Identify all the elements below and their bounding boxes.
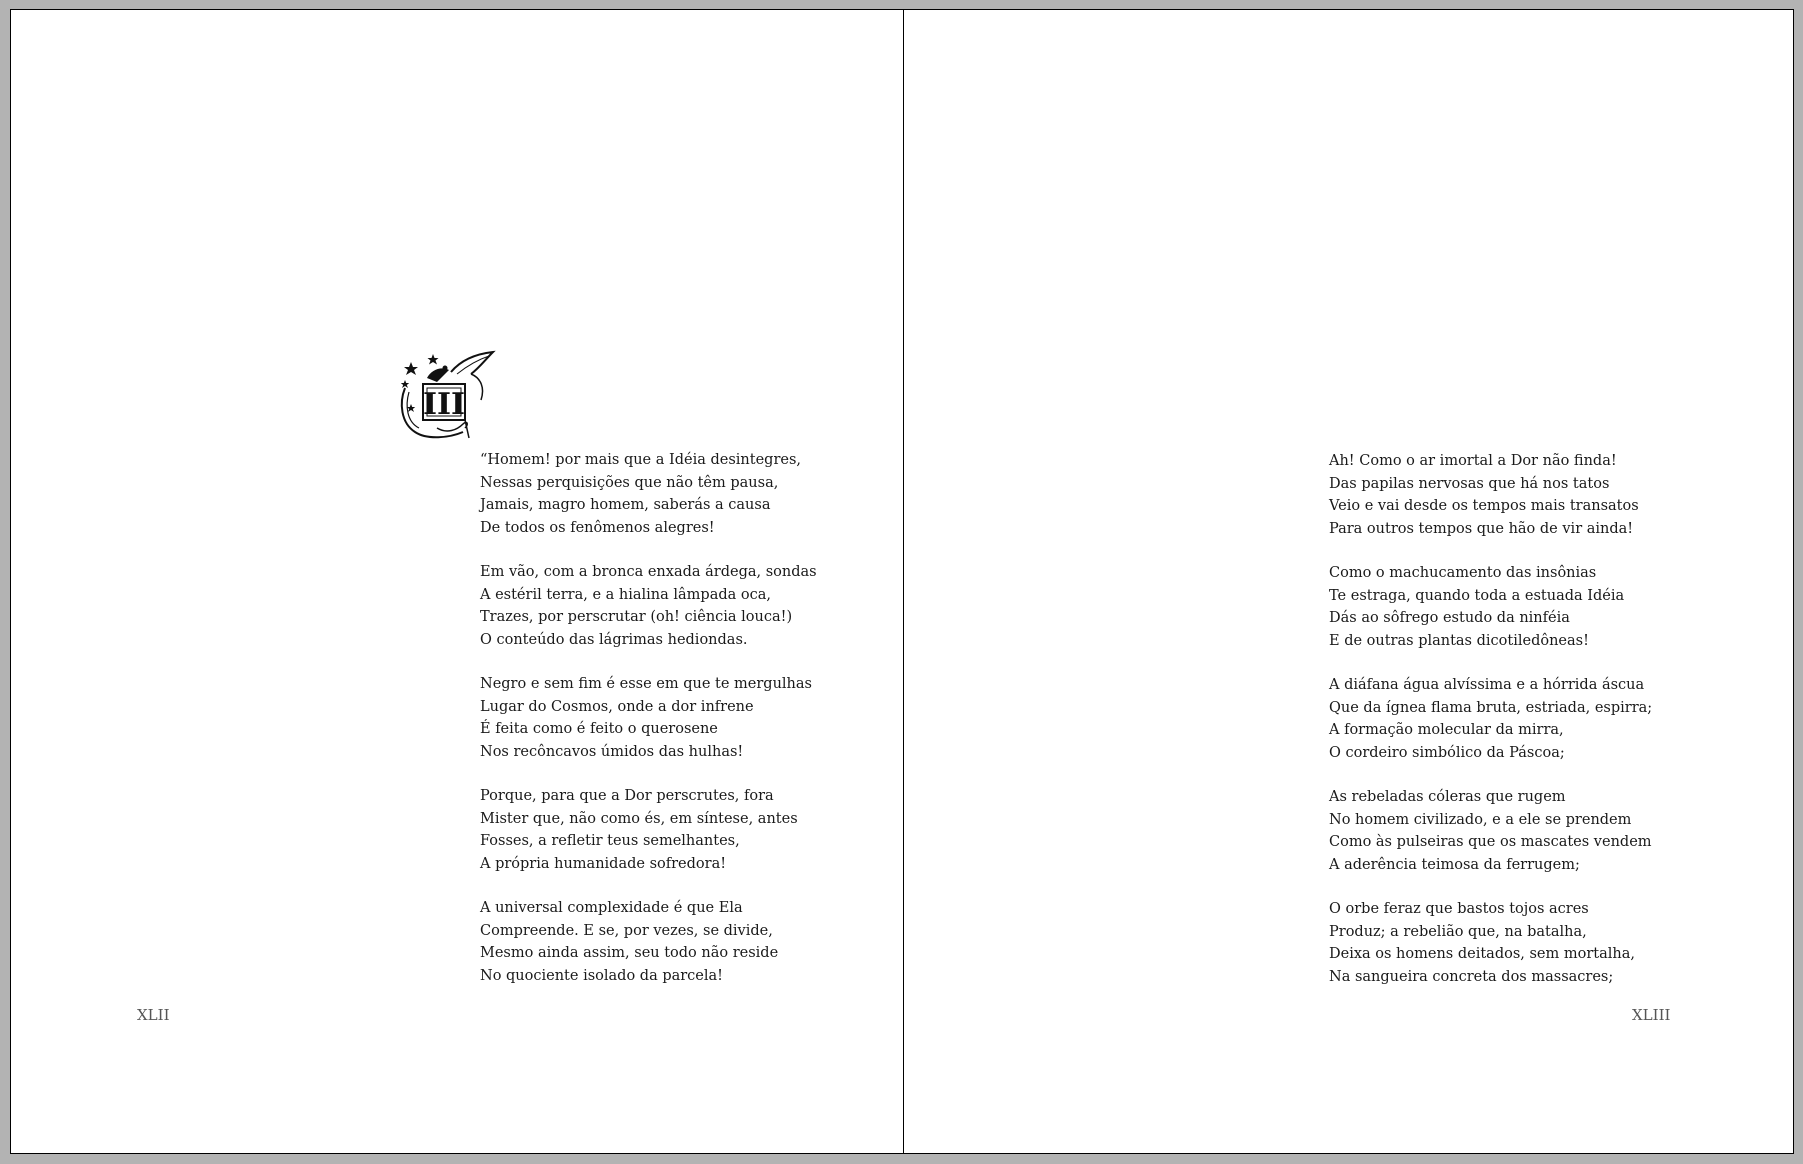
verse-line: A formação molecular da mirra, <box>1329 722 1564 738</box>
stanza <box>1329 898 1652 988</box>
ornamental-initial-iii <box>397 348 497 440</box>
stanza <box>1329 786 1652 876</box>
verse-line: E de outras plantas dicotiledôneas! <box>1329 632 1589 649</box>
verse-line: Para outros tempos que hão de vir ainda! <box>1329 520 1634 537</box>
verse-line: Nessas perquisições que não têm pausa, <box>480 474 779 491</box>
stanza <box>1329 562 1652 652</box>
verse-line: A aderência teimosa da ferrugem; <box>1329 856 1580 873</box>
verse-line: Como o machucamento das insônias <box>1329 565 1597 581</box>
verse-line: Que da ígnea flama bruta, estriada, espirra; <box>1329 699 1653 716</box>
stanza <box>480 785 817 875</box>
verse-line: As rebeladas cóleras que rugem <box>1329 789 1566 805</box>
verse-line: É feita como é feito o querosene <box>480 721 718 737</box>
verse-line: Jamais, magro homem, saberás a causa <box>480 497 771 513</box>
verse-line: Dás ao sôfrego estudo da ninféia <box>1329 610 1570 626</box>
verse-line: No homem civilizado, e a ele se prendem <box>1329 811 1632 828</box>
verse-line: Veio e vai desde os tempos mais transatos <box>1329 498 1639 514</box>
right-poem <box>1329 450 1652 1010</box>
verse-line: O conteúdo das lágrimas hediondas. <box>480 631 748 648</box>
verse-line: Porque, para que a Dor perscrutes, fora <box>480 788 774 804</box>
verse-line: Negro e sem fim é esse em que te mergulhas <box>480 676 812 692</box>
book-spread <box>10 9 1794 1154</box>
stanza <box>480 449 817 539</box>
verse-line: Das papilas nervosas que há nos tatos <box>1329 475 1610 492</box>
verse-line: De todos os fenômenos alegres! <box>480 519 715 536</box>
verse-line: Lugar do Cosmos, onde a dor infrene <box>480 698 754 715</box>
verse-line: Produz; a rebelião que, na batalha, <box>1329 923 1587 940</box>
page-number-right: XLIII <box>1632 1006 1671 1024</box>
verse-line: Deixa os homens deitados, sem mortalha, <box>1329 946 1635 962</box>
verse-line: Fosses, a refletir teus semelhantes, <box>480 833 740 849</box>
section-numeral: III <box>422 387 466 422</box>
verse-line: Na sangueira concreta dos massacres; <box>1329 968 1614 985</box>
verse-line: Mister que, não como és, em síntese, antes <box>480 810 798 827</box>
verse-line: Em vão, com a bronca enxada árdega, sondas <box>480 564 817 580</box>
verse-line: Mesmo ainda assim, seu todo não reside <box>480 945 779 961</box>
verse-line: No quociente isolado da parcela! <box>480 967 723 984</box>
verse-line: A universal complexidade é que Ela <box>480 900 743 916</box>
stanza <box>1329 450 1652 540</box>
left-page <box>11 10 903 1153</box>
left-poem <box>480 449 817 1009</box>
verse-line: Te estraga, quando toda a estuada Idéia <box>1329 587 1625 604</box>
verse-line: O orbe feraz que bastos tojos acres <box>1329 901 1589 917</box>
verse-line: Ah! Como o ar imortal a Dor não finda! <box>1329 453 1617 469</box>
right-page <box>904 10 1793 1153</box>
page-number-left: XLII <box>137 1006 170 1024</box>
verse-line: Nos recôncavos úmidos das hulhas! <box>480 743 744 760</box>
verse-line: Compreende. E se, por vezes, se divide, <box>480 922 773 939</box>
stanza <box>480 897 817 987</box>
verse-line: A diáfana água alvíssima e a hórrida áscua <box>1329 677 1645 693</box>
stanza <box>480 673 817 763</box>
verse-line: “Homem! por mais que a Idéia desintegres, <box>480 452 802 468</box>
stanza <box>480 561 817 651</box>
verse-line: Trazes, por perscrutar (oh! ciência louca!) <box>480 609 793 625</box>
verse-line: Como às pulseiras que os mascates vendem <box>1329 834 1652 850</box>
verse-line: A estéril terra, e a hialina lâmpada oca, <box>480 586 771 603</box>
stanza <box>1329 674 1652 764</box>
verse-line: A própria humanidade sofredora! <box>480 855 727 872</box>
verse-line: O cordeiro simbólico da Páscoa; <box>1329 744 1565 761</box>
